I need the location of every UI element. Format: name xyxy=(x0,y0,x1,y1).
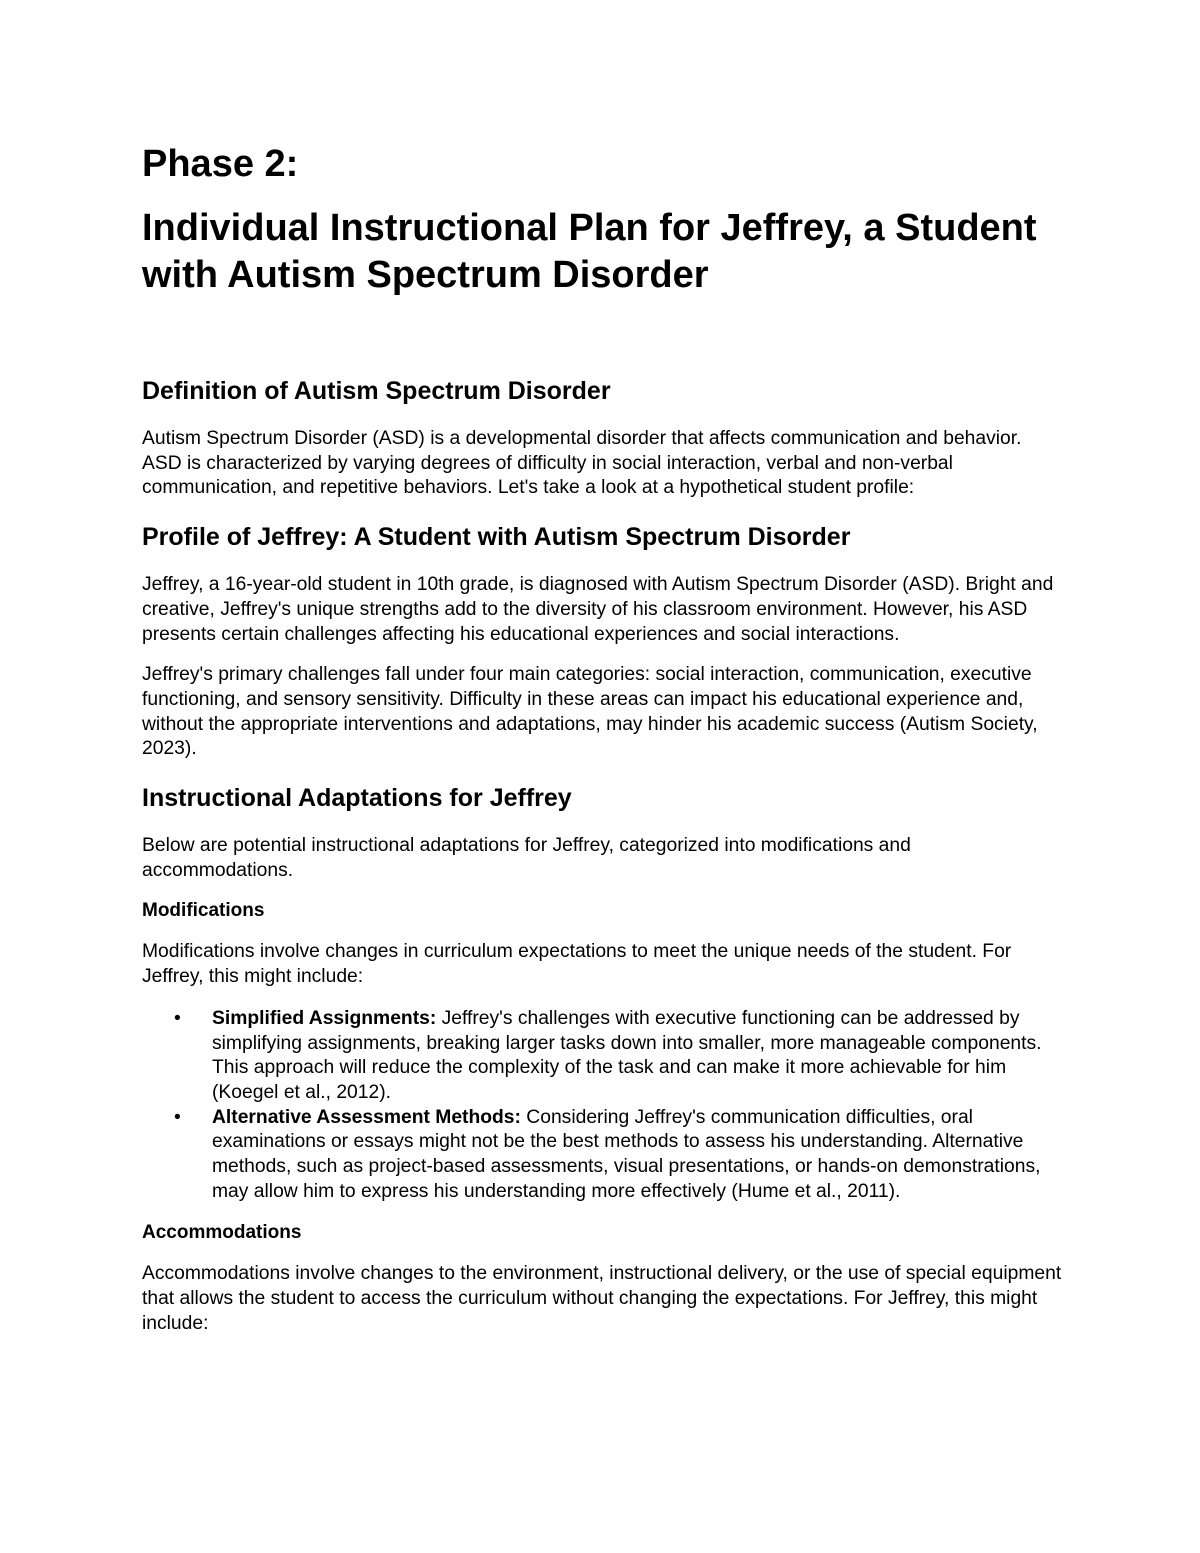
document-title: Individual Instructional Plan for Jeffrey, a Student with Autism Spectrum Disorder xyxy=(142,207,1037,296)
list-item xyxy=(142,1106,1062,1205)
bullet-text: Jeffrey's challenges with executive functioning can be addressed by simplifying assignments, breaking larger tasks down into smaller, more manageable components. This approach will reduce the complexity of the task and can make it more achievable for him (Koegel et al., 2012). xyxy=(212,1007,1042,1103)
definition-heading: Definition of Autism Spectrum Disorder xyxy=(142,377,611,405)
document-content xyxy=(142,140,1062,1337)
modifications-list xyxy=(142,1007,1062,1205)
bullet-icon: • xyxy=(174,1106,181,1128)
modifications-heading: Modifications xyxy=(142,900,265,922)
definition-paragraph: Autism Spectrum Disorder (ASD) is a developmental disorder that affects communication and behavior. ASD is characterized by varying degrees of difficulty in social interaction, verbal and non-verbal communication, and repetitive behaviors. Let's take a look at a hypothetical student profile: xyxy=(142,428,1022,499)
modifications-paragraph: Modifications involve changes in curriculum expectations to meet the unique needs of the student. For Jeffrey, this might include: xyxy=(142,941,1012,988)
adaptations-heading: Instructional Adaptations for Jeffrey xyxy=(142,784,572,813)
bullet-label: Alternative Assessment Methods: xyxy=(212,1106,521,1128)
accommodations-heading: Accommodations xyxy=(142,1222,302,1244)
bullet-icon: • xyxy=(174,1007,181,1029)
phase-title: Phase 2: xyxy=(142,143,299,185)
bullet-label: Simplified Assignments: xyxy=(212,1007,437,1029)
profile-paragraph-2: Jeffrey's primary challenges fall under four main categories: social interaction, communication, executive functioning, and sensory sensitivity. Difficulty in these areas can impact his educational experience and, without the appropriate interventions and adaptations, may hinder his academic success (Autism Society, 2023). xyxy=(142,664,1038,760)
accommodations-paragraph: Accommodations involve changes to the environment, instructional delivery, or the use of special equipment that allows the student to access the curriculum without changing the expectations. For Jeffrey, this might include: xyxy=(142,1263,1062,1334)
list-item xyxy=(142,1007,1062,1106)
profile-paragraph-1: Jeffrey, a 16-year-old student in 10th grade, is diagnosed with Autism Spectrum Disorder (ASD). Bright and creative, Jeffrey's unique strengths add to the diversity of his classroom environment. However, his ASD presents certain challenges affecting his educational experiences and social interactions. xyxy=(142,574,1054,645)
bullet-text: Considering Jeffrey's communication difficulties, oral examinations or essays might not be the best methods to assess his understanding. Alternative methods, such as project-based assessments, visual presentations, or hands-on demonstrations, may allow him to express his understanding more effectively (Hume et al., 2011). xyxy=(212,1106,1041,1202)
profile-heading: Profile of Jeffrey: A Student with Autism Spectrum Disorder xyxy=(142,523,851,552)
adaptations-intro: Below are potential instructional adaptations for Jeffrey, categorized into modifications and accommodations. xyxy=(142,835,911,881)
